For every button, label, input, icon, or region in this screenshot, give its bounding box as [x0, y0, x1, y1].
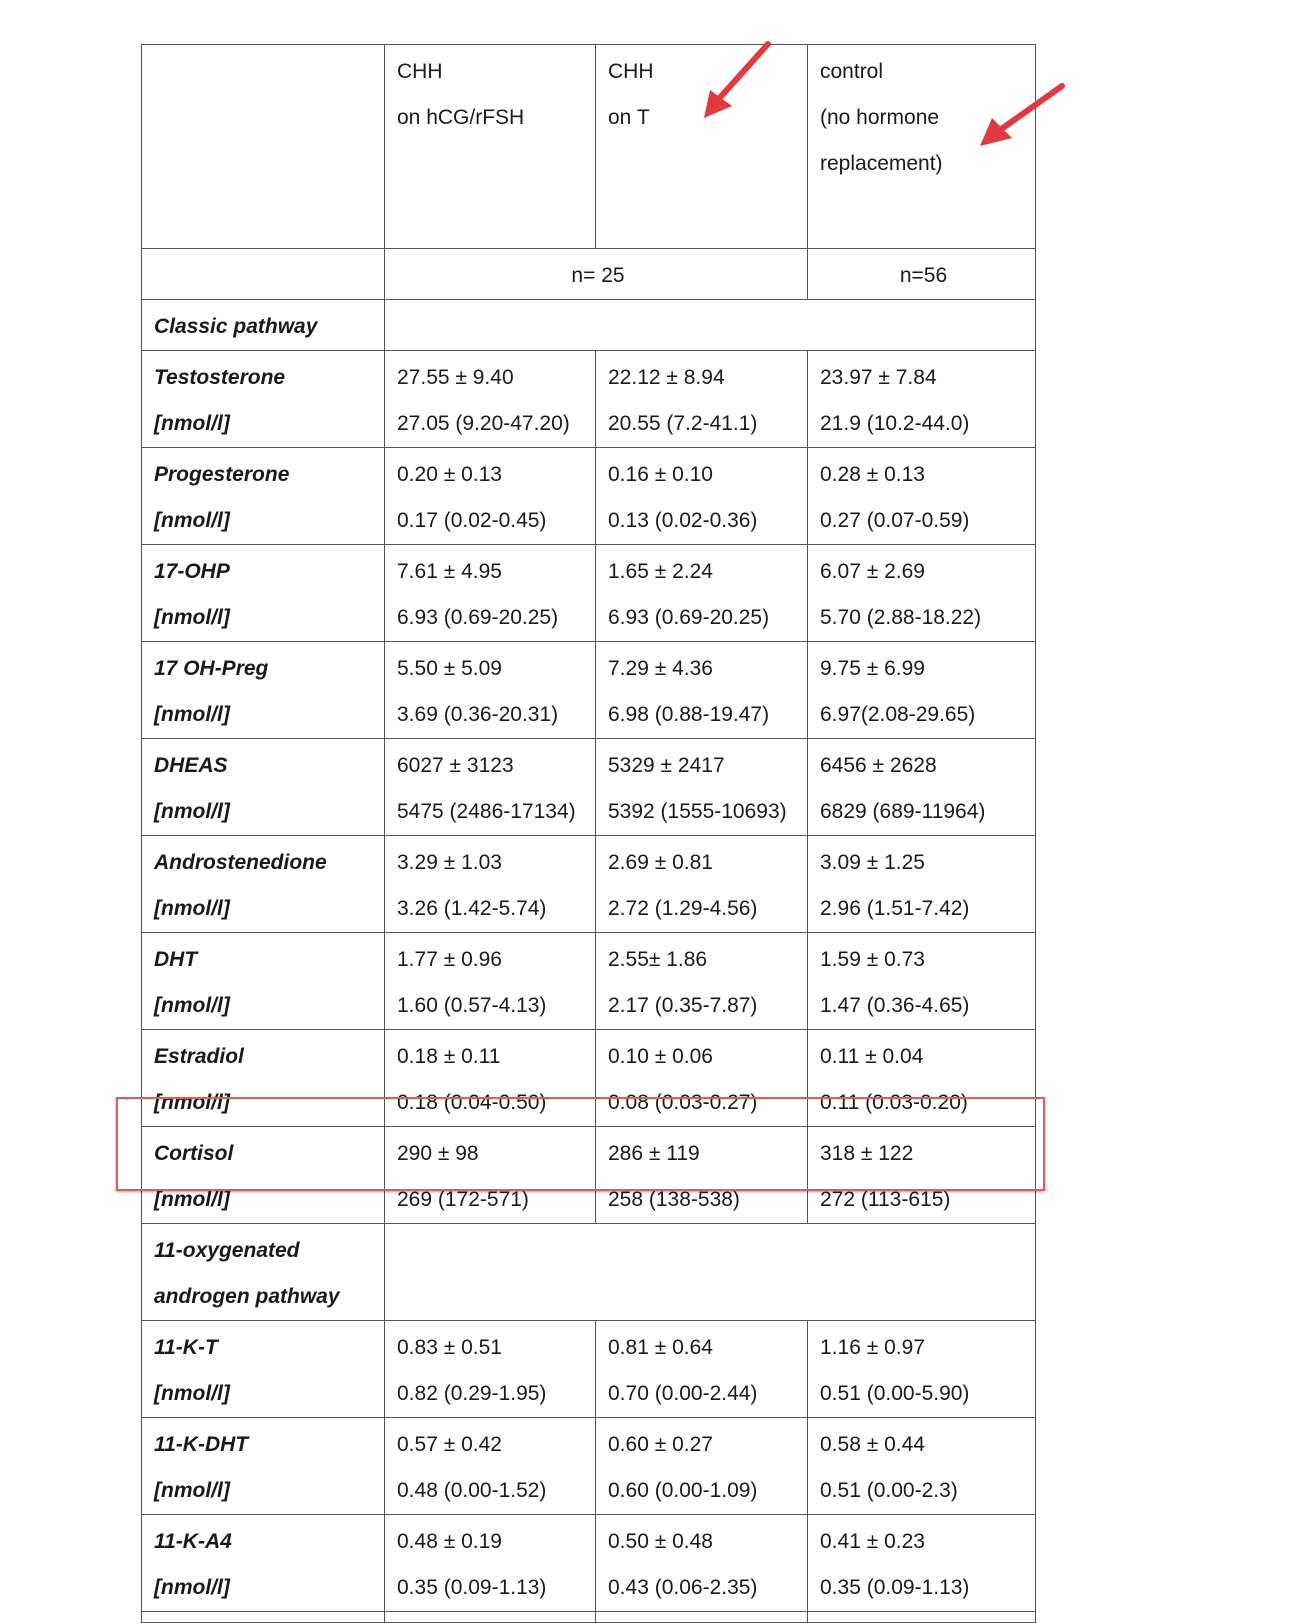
mean-sd: 3.09 ± 1.25 — [820, 851, 925, 874]
mean-sd: 2.69 ± 0.81 — [608, 851, 713, 874]
value-cell — [808, 1127, 1036, 1224]
median-range: 3.69 (0.36-20.31) — [397, 703, 559, 726]
analyte-name: 17-OHP — [154, 560, 230, 583]
n-empty-cell — [142, 249, 385, 300]
mean-sd: 0.81 ± 0.64 — [608, 1336, 713, 1359]
analyte-label — [142, 836, 385, 933]
median-range: 6.98 (0.88-19.47) — [608, 703, 770, 726]
mean-sd: 22.12 ± 8.94 — [608, 366, 725, 389]
table-row — [142, 836, 1036, 933]
value-cell — [808, 545, 1036, 642]
n-chh: n= 25 — [385, 249, 808, 300]
median-range: 20.55 (7.2-41.1) — [608, 412, 758, 435]
value-cell — [808, 1418, 1036, 1515]
median-range: 1.60 (0.57-4.13) — [397, 994, 547, 1017]
median-range: 5475 (2486-17134) — [397, 800, 576, 823]
median-range: 6829 (689-11964) — [820, 800, 986, 823]
analyte-unit: [nmol/l] — [154, 800, 230, 823]
value-cell — [385, 1127, 596, 1224]
analyte-unit: [nmol/l] — [154, 1188, 230, 1211]
mean-sd: 286 ± 119 — [608, 1142, 700, 1165]
median-range: 0.27 (0.07-0.59) — [820, 509, 970, 532]
value-cell — [808, 933, 1036, 1030]
mean-sd: 3.29 ± 1.03 — [397, 851, 502, 874]
mean-sd: 6.07 ± 2.69 — [820, 560, 925, 583]
value-cell — [596, 448, 808, 545]
median-range: 6.93 (0.69-20.25) — [608, 606, 770, 629]
median-range: 5.70 (2.88-18.22) — [820, 606, 982, 629]
value-cell — [808, 642, 1036, 739]
table-row-tail — [142, 1612, 1036, 1623]
median-range: 0.17 (0.02-0.45) — [397, 509, 547, 532]
value-cell — [385, 1030, 596, 1127]
section-empty-cell — [385, 300, 1036, 351]
section-label: Classic pathway — [142, 300, 385, 351]
table-row — [142, 739, 1036, 836]
header-row — [142, 45, 1036, 249]
median-range: 6.93 (0.69-20.25) — [397, 606, 559, 629]
table-row — [142, 1418, 1036, 1515]
table-row — [142, 448, 1036, 545]
median-range: 0.82 (0.29-1.95) — [397, 1382, 547, 1405]
analyte-label — [142, 1515, 385, 1612]
median-range: 21.9 (10.2-44.0) — [820, 412, 970, 435]
mean-sd: 0.48 ± 0.19 — [397, 1530, 502, 1553]
value-cell — [385, 933, 596, 1030]
value-cell — [808, 1321, 1036, 1418]
mean-sd: 7.29 ± 4.36 — [608, 657, 713, 680]
mean-sd: 7.61 ± 4.95 — [397, 560, 502, 583]
n-row — [142, 249, 1036, 300]
median-range: 0.70 (0.00-2.44) — [608, 1382, 758, 1405]
header-control: control (no hormone replacement) — [808, 45, 1036, 249]
analyte-name: 11-K-A4 — [154, 1530, 232, 1553]
classic-rows — [142, 351, 1036, 1224]
value-cell — [596, 739, 808, 836]
analyte-unit: [nmol/l] — [154, 606, 230, 629]
analyte-label — [142, 1321, 385, 1418]
mean-sd: 318 ± 122 — [820, 1142, 914, 1165]
mean-sd: 0.50 ± 0.48 — [608, 1530, 713, 1553]
value-cell — [385, 836, 596, 933]
analyte-label — [142, 1030, 385, 1127]
section-row-oxygenated — [142, 1224, 1036, 1321]
value-cell — [596, 1030, 808, 1127]
value-cell — [596, 1321, 808, 1418]
table-row — [142, 1127, 1036, 1224]
value-cell — [385, 739, 596, 836]
analyte-unit: [nmol/l] — [154, 897, 230, 920]
n-control: n=56 — [808, 249, 1036, 300]
analyte-unit: [nmol/l] — [154, 1382, 230, 1405]
value-cell — [596, 642, 808, 739]
analyte-name: 17 OH-Preg — [154, 657, 269, 680]
median-range: 3.26 (1.42-5.74) — [397, 897, 547, 920]
value-cell — [808, 351, 1036, 448]
analyte-name: DHEAS — [154, 754, 228, 777]
analyte-unit: [nmol/l] — [154, 1091, 230, 1114]
analyte-unit: [nmol/l] — [154, 1479, 230, 1502]
mean-sd: 2.55± 1.86 — [608, 948, 708, 971]
median-range: 0.51 (0.00-2.3) — [820, 1479, 958, 1502]
median-range: 0.43 (0.06-2.35) — [608, 1576, 758, 1599]
mean-sd: 290 ± 98 — [397, 1142, 479, 1165]
mean-sd: 1.59 ± 0.73 — [820, 948, 925, 971]
value-cell — [808, 1030, 1036, 1127]
table-row — [142, 1321, 1036, 1418]
median-range: 2.17 (0.35-7.87) — [608, 994, 758, 1017]
mean-sd: 0.60 ± 0.27 — [608, 1433, 713, 1456]
analyte-label — [142, 1418, 385, 1515]
value-cell — [385, 448, 596, 545]
analyte-name: Testosterone — [154, 366, 286, 389]
value-cell — [596, 933, 808, 1030]
mean-sd: 0.28 ± 0.13 — [820, 463, 925, 486]
value-cell — [596, 351, 808, 448]
section-label-oxygenated: 11-oxygenated androgen pathway — [142, 1224, 385, 1321]
median-range: 269 (172-571) — [397, 1188, 529, 1211]
mean-sd: 1.65 ± 2.24 — [608, 560, 713, 583]
analyte-name: DHT — [154, 948, 198, 971]
mean-sd: 1.16 ± 0.97 — [820, 1336, 925, 1359]
median-range: 27.05 (9.20-47.20) — [397, 412, 570, 435]
value-cell — [596, 1515, 808, 1612]
section-empty-cell — [385, 1224, 1036, 1321]
analyte-unit: [nmol/l] — [154, 703, 230, 726]
mean-sd: 0.20 ± 0.13 — [397, 463, 502, 486]
table-row — [142, 351, 1036, 448]
median-range: 0.35 (0.09-1.13) — [397, 1576, 547, 1599]
median-range: 0.18 (0.04-0.50) — [397, 1091, 547, 1114]
mean-sd: 5.50 ± 5.09 — [397, 657, 502, 680]
analyte-label — [142, 351, 385, 448]
header-empty-cell — [142, 45, 385, 249]
value-cell — [596, 1418, 808, 1515]
median-range: 2.96 (1.51-7.42) — [820, 897, 970, 920]
median-range: 0.35 (0.09-1.13) — [820, 1576, 970, 1599]
analyte-label — [142, 1127, 385, 1224]
mean-sd: 0.10 ± 0.06 — [608, 1045, 713, 1068]
median-range: 2.72 (1.29-4.56) — [608, 897, 758, 920]
table-row — [142, 642, 1036, 739]
mean-sd: 0.57 ± 0.42 — [397, 1433, 502, 1456]
median-range: 0.08 (0.03-0.27) — [608, 1091, 758, 1114]
mean-sd: 0.18 ± 0.11 — [397, 1045, 501, 1068]
analyte-label — [142, 448, 385, 545]
median-range: 0.60 (0.00-1.09) — [608, 1479, 758, 1502]
value-cell — [385, 1321, 596, 1418]
header-chh-t: CHH on T — [596, 45, 808, 249]
mean-sd: 0.83 ± 0.51 — [397, 1336, 502, 1359]
table-row — [142, 933, 1036, 1030]
value-cell — [808, 739, 1036, 836]
value-cell — [808, 1515, 1036, 1612]
analyte-name: Cortisol — [154, 1142, 234, 1165]
value-cell — [596, 545, 808, 642]
mean-sd: 27.55 ± 9.40 — [397, 366, 514, 389]
table-row — [142, 545, 1036, 642]
table-row — [142, 1515, 1036, 1612]
analyte-unit: [nmol/l] — [154, 509, 230, 532]
table-row — [142, 1030, 1036, 1127]
analyte-name: Progesterone — [154, 463, 290, 486]
median-range: 6.97(2.08-29.65) — [820, 703, 976, 726]
median-range: 272 (113-615) — [820, 1188, 951, 1211]
median-range: 1.47 (0.36-4.65) — [820, 994, 970, 1017]
analyte-name: Androstenedione — [154, 851, 327, 874]
value-cell — [385, 545, 596, 642]
hormone-table — [141, 44, 1036, 1623]
value-cell — [385, 351, 596, 448]
analyte-name: Estradiol — [154, 1045, 244, 1068]
mean-sd: 0.41 ± 0.23 — [820, 1530, 925, 1553]
median-range: 5392 (1555-10693) — [608, 800, 787, 823]
analyte-name: 11-K-T — [154, 1336, 218, 1359]
mean-sd: 1.77 ± 0.96 — [397, 948, 502, 971]
mean-sd: 0.58 ± 0.44 — [820, 1433, 925, 1456]
analyte-label — [142, 642, 385, 739]
analyte-name: 11-K-DHT — [154, 1433, 249, 1456]
median-range: 0.11 (0.03-0.20) — [820, 1091, 968, 1114]
value-cell — [808, 836, 1036, 933]
analyte-label — [142, 739, 385, 836]
mean-sd: 23.97 ± 7.84 — [820, 366, 937, 389]
mean-sd: 6027 ± 3123 — [397, 754, 514, 777]
value-cell — [385, 1515, 596, 1612]
mean-sd: 5329 ± 2417 — [608, 754, 725, 777]
section-row-classic — [142, 300, 1036, 351]
value-cell — [385, 1418, 596, 1515]
value-cell — [596, 836, 808, 933]
mean-sd: 0.11 ± 0.04 — [820, 1045, 924, 1068]
value-cell — [385, 642, 596, 739]
analyte-unit: [nmol/l] — [154, 412, 230, 435]
mean-sd: 9.75 ± 6.99 — [820, 657, 925, 680]
analyte-unit: [nmol/l] — [154, 1576, 230, 1599]
analyte-unit: [nmol/l] — [154, 994, 230, 1017]
value-cell — [596, 1127, 808, 1224]
analyte-label — [142, 545, 385, 642]
oxygenated-rows — [142, 1321, 1036, 1612]
median-range: 0.51 (0.00-5.90) — [820, 1382, 970, 1405]
median-range: 0.13 (0.02-0.36) — [608, 509, 758, 532]
header-chh-hcg: CHH on hCG/rFSH — [385, 45, 596, 249]
value-cell — [808, 448, 1036, 545]
analyte-label — [142, 933, 385, 1030]
median-range: 0.48 (0.00-1.52) — [397, 1479, 547, 1502]
mean-sd: 0.16 ± 0.10 — [608, 463, 713, 486]
mean-sd: 6456 ± 2628 — [820, 754, 937, 777]
median-range: 258 (138-538) — [608, 1188, 740, 1211]
